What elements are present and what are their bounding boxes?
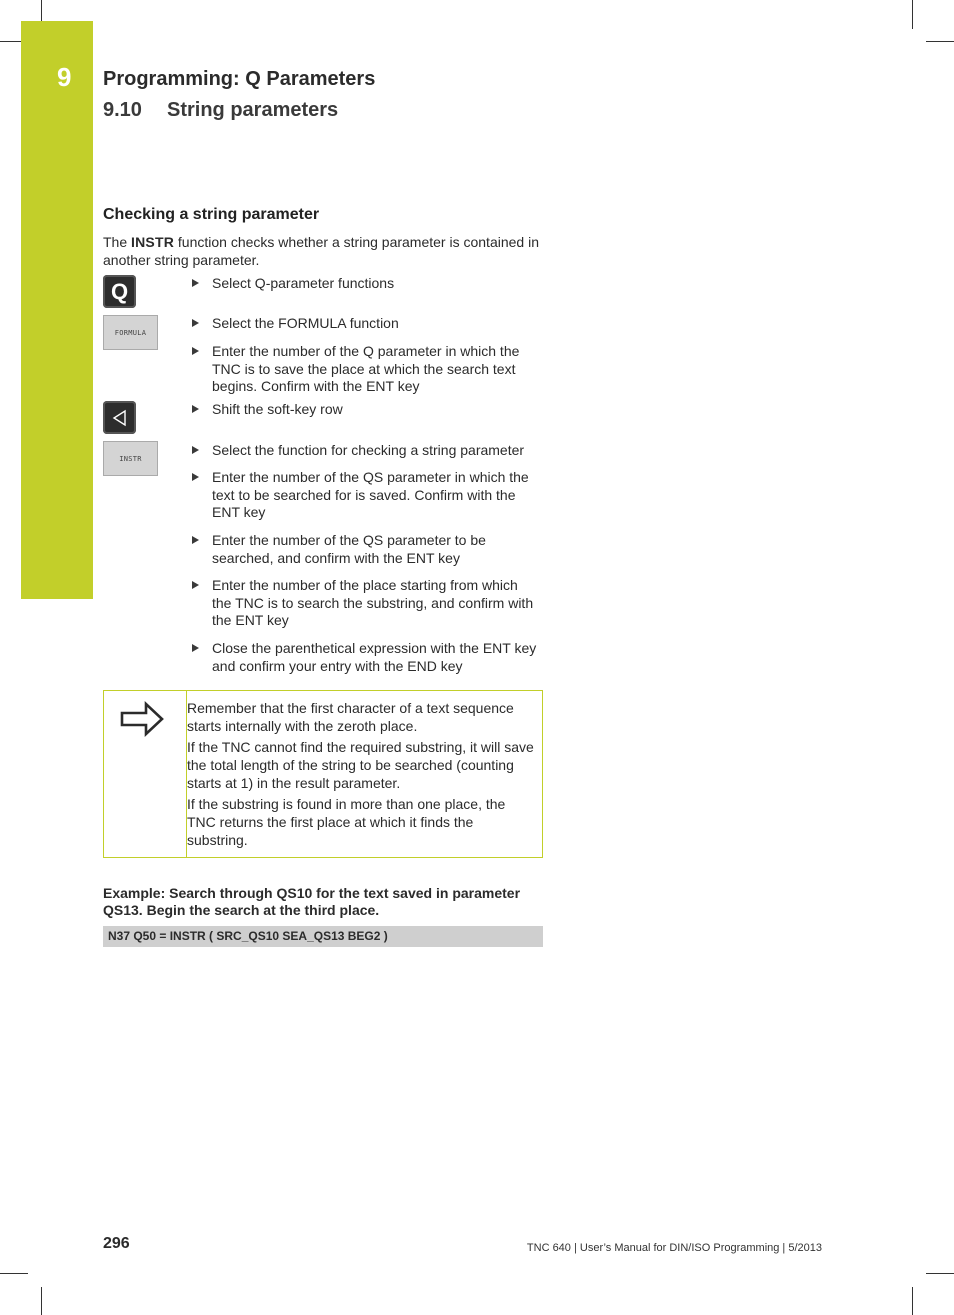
step-text: Select Q-parameter functions xyxy=(212,275,395,291)
example-heading: Example: Search through QS10 for the text saved in parameter QS13. Begin the search at the third place. xyxy=(103,885,521,918)
section-number: 9.10 xyxy=(103,99,142,121)
note-text xyxy=(187,699,537,852)
step-item xyxy=(191,275,541,293)
intro-keyword: INSTR xyxy=(131,234,175,250)
note-paragraph: If the TNC cannot find the required substring, it will save the total length of the string to be searched (counting starts at 1) in the result parameter. xyxy=(187,739,534,791)
crop-mark xyxy=(926,41,954,42)
step-text: Close the parenthetical expression with the ENT key and confirm your entry with the END key xyxy=(212,640,537,674)
step-text: Enter the number of the QS parameter in which the text to be searched for is saved. Confirm with the ENT key xyxy=(212,469,529,520)
step-text: Enter the number of the place starting from which the TNC is to search the substring, and confirm with the ENT key xyxy=(212,577,534,628)
step-item xyxy=(191,442,541,460)
chapter-number: 9 xyxy=(57,62,72,92)
chapter-tab-band xyxy=(21,21,93,599)
step-item xyxy=(191,343,541,396)
crop-mark xyxy=(926,1273,954,1274)
step-text: Select the function for checking a string parameter xyxy=(212,442,525,458)
bullet-triangle-icon xyxy=(192,279,199,287)
intro-paragraph xyxy=(103,233,543,269)
bullet-triangle-icon xyxy=(192,536,199,544)
bullet-triangle-icon xyxy=(192,405,199,413)
crop-mark xyxy=(41,0,42,21)
q-key-icon xyxy=(103,275,136,308)
page-heading: Checking a string parameter xyxy=(103,206,320,223)
bullet-triangle-icon xyxy=(192,446,199,454)
crop-mark xyxy=(0,1273,28,1274)
example-code-block: N37 Q50 = INSTR ( SRC_QS10 SEA_QS13 BEG2 ) xyxy=(103,926,543,947)
intro-text-start: The xyxy=(103,234,132,250)
crop-mark xyxy=(41,1287,42,1315)
section-title-text: String parameters xyxy=(167,99,339,121)
footer-doc-info: TNC 640 | User’s Manual for DIN/ISO Programming | 5/2013 xyxy=(526,1242,822,1254)
bullet-triangle-icon xyxy=(192,347,199,355)
step-item xyxy=(191,401,541,419)
note-paragraph: If the substring is found in more than one place, the TNC returns the first place at which it finds the substring. xyxy=(187,796,506,848)
chapter-title: Programming: Q Parameters xyxy=(103,68,376,90)
triangle-left-icon xyxy=(103,401,136,434)
step-item xyxy=(191,469,541,522)
note-icon-cell xyxy=(104,691,187,857)
instr-softkey: INSTR xyxy=(103,441,158,476)
section-title xyxy=(103,99,338,122)
step-text: Shift the soft-key row xyxy=(212,401,343,417)
step-item xyxy=(191,577,541,630)
bullet-triangle-icon xyxy=(192,644,199,652)
bullet-triangle-icon xyxy=(192,319,199,327)
arrow-right-outline-icon xyxy=(120,701,166,737)
step-item xyxy=(191,532,541,567)
step-text: Select the FORMULA function xyxy=(212,315,399,331)
formula-softkey: FORMULA xyxy=(103,315,158,350)
step-text: Enter the number of the Q parameter in which the TNC is to save the place at which the search text begins. Confirm with the ENT key xyxy=(212,343,520,394)
note-box xyxy=(103,690,543,858)
crop-mark xyxy=(912,1287,913,1315)
note-paragraph: Remember that the first character of a text sequence starts internally with the zeroth place. xyxy=(187,700,514,734)
crop-mark xyxy=(912,0,913,29)
step-item xyxy=(191,640,541,675)
intro-text-end: function checks whether a string parameter is contained in another string parameter. xyxy=(103,234,539,268)
bullet-triangle-icon xyxy=(192,473,199,481)
step-item xyxy=(191,315,541,333)
q-key-label: Q xyxy=(110,278,129,304)
step-text: Enter the number of the QS parameter to be searched, and confirm with the ENT key xyxy=(212,532,486,566)
crop-mark xyxy=(0,41,21,42)
bullet-triangle-icon xyxy=(192,581,199,589)
page-number: 296 xyxy=(103,1235,130,1252)
